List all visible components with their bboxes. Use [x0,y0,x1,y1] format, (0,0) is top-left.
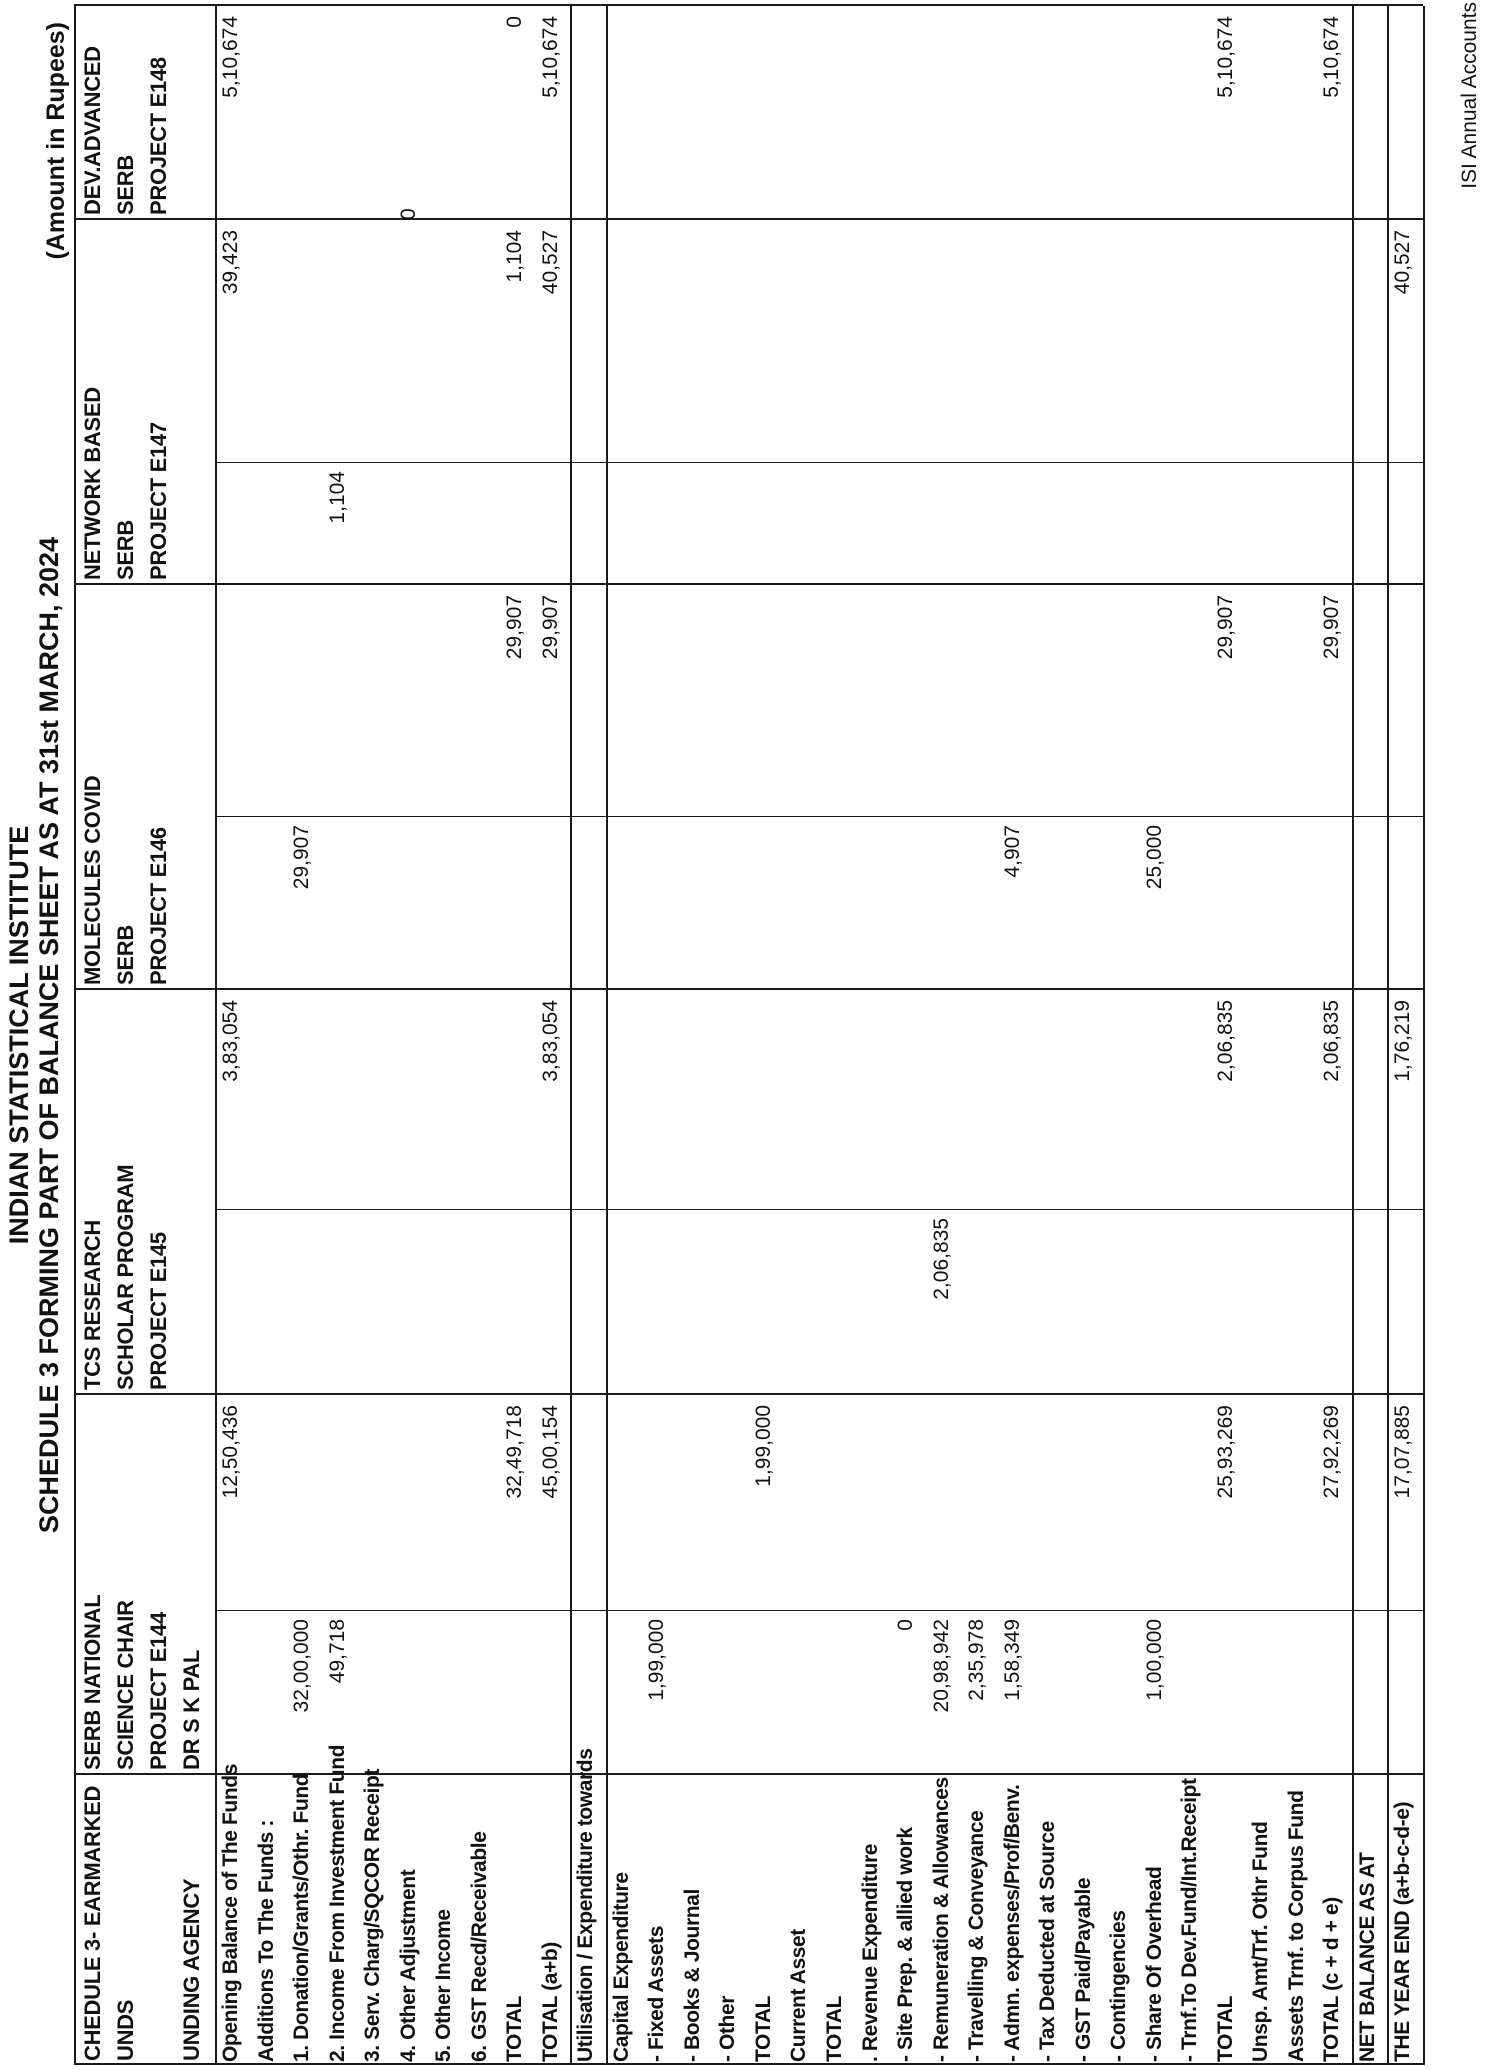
subcolumn-divider [215,816,1423,817]
cell-total-amount: 40,527 [539,230,562,295]
row-label: - Books & Journal [681,1889,704,2062]
row-label: Opening Balance of The Funds [219,1764,242,2062]
row-label: - Admn. expenses/Prof/Benv. [1001,1784,1024,2062]
cell-sub-amount: 20,98,942 [930,1619,953,1713]
row-separator [570,6,572,2065]
row-label: - Trnf.To Dev.Fund/Int.Receipt [1178,1778,1201,2062]
row-label: Utilisation / Expenditure towards [574,1748,597,2062]
cell-total-amount: 3,83,054 [219,1000,242,1082]
cell-total-amount: 5,10,674 [539,16,562,98]
row-separator [1352,6,1354,2065]
cell-total-amount: 5,10,674 [219,16,242,98]
row-label: Unsp. Amt/Trf. Othr Fund [1249,1821,1272,2062]
column-header-5-line: DEV.ADVANCED [80,46,105,215]
row-label: 2. Income From Investment Fund [326,1744,349,2062]
cell-total-amount: 1,76,219 [1391,1000,1414,1082]
row-label: THE YEAR END (a+b-c-d-e) [1391,1801,1414,2062]
cell-total-amount: 2,06,835 [1320,1000,1343,1082]
row-label: - Site Prep. & allied work [894,1827,917,2062]
row-label: - Travelling & Conveyance [965,1810,988,2062]
cell-total-amount: 29,907 [1214,595,1237,660]
cell-sub-amount: 2,06,835 [930,1218,953,1300]
cell-sub-amount: 4,907 [1001,825,1024,878]
corner-header-line: CHEDULE 3- EARMARKED [80,1785,105,2061]
cell-total-amount: 0 [503,16,526,28]
cell-total-amount: 1,104 [503,230,526,283]
cell-total-amount: 29,907 [503,595,526,660]
header-bottom-border [215,6,217,2065]
column-divider [74,4,1423,6]
cell-sub-amount: 49,718 [326,1619,349,1684]
row-label: TOTAL (c + d + e) [1320,1897,1343,2062]
row-label: Assets Trnf. to Corpus Fund [1285,1790,1308,2062]
column-header-2-line: TCS RESEARCH [80,1220,105,1390]
row-label: - GST Paid/Payable [1072,1877,1095,2062]
column-header-5-line: PROJECT E148 [146,57,171,215]
cell-total-amount: 3,83,054 [539,1000,562,1082]
row-label: Current Asset [787,1929,810,2062]
cell-total-amount: 39,423 [219,230,242,295]
cell-total-amount: 2,06,835 [1214,1000,1237,1082]
column-header-1-line: DR S K PAL [179,1649,204,1770]
column-header-3-line: MOLECULES COVID [80,775,105,985]
footer-note: ISI Annual Accounts [1458,2,1481,189]
row-label: 4. Other Adjustment [397,1869,420,2062]
cell-total-amount: 40,527 [1391,230,1414,295]
column-divider [74,1773,1423,1775]
column-header-1-line: PROJECT E144 [146,1612,171,1770]
row-label: NET BALANCE AS AT [1356,1852,1379,2062]
row-label: - Tax Deducted at Source [1036,1821,1059,2062]
cell-sub-amount: 1,58,349 [1001,1619,1024,1701]
page-title: INDIAN STATISTICAL INSTITUTE [4,825,34,1245]
row-label: Additions To The Funds : [255,1820,278,2062]
cell-sub-amount: 1,104 [326,471,349,524]
row-label: - Contingencies [1107,1910,1130,2062]
row-separator [1387,6,1389,2065]
column-header-2-line: PROJECT E145 [146,1232,171,1390]
cell-sub-amount: 25,000 [1143,825,1166,890]
row-label: - Other [716,1995,739,2062]
column-header-5-line: SERB [113,155,138,215]
column-divider [74,583,1423,585]
cell-sub-amount: 1,00,000 [1143,1619,1166,1701]
cell-sub-amount: 32,00,000 [290,1619,313,1713]
column-header-4-line: NETWORK BASED [80,387,105,580]
row-label: 1. Donation/Grants/Othr. Fund [290,1773,313,2062]
row-label: TOTAL [503,1995,526,2062]
row-label: TOTAL [1214,1995,1237,2062]
row-separator [606,6,608,2065]
column-header-3-line: SERB [113,925,138,985]
column-divider [74,1393,1423,1395]
cell-total-amount: 12,50,436 [219,1405,242,1499]
cell-sub-amount: 1,99,000 [645,1619,668,1701]
row-label: 6. GST Recd/Receivable [468,1831,491,2062]
row-label: TOTAL (a+b) [539,1942,562,2062]
cell-total-amount: 5,10,674 [1320,16,1343,98]
cell-total-amount: 1,99,000 [752,1405,775,1487]
cell-total-amount: 45,00,154 [539,1405,562,1499]
row-label: 5. Other Income [432,1909,455,2062]
row-label: - Share Of Overhead [1143,1866,1166,2062]
column-header-4-line: SERB [113,520,138,580]
row-label: - Remuneration & Allowances [930,1777,953,2062]
amount-unit-note: (Amount in Rupees) [42,22,70,260]
column-header-1-line: SERB NATIONAL [80,1594,105,1770]
page-subtitle: SCHEDULE 3 FORMING PART OF BALANCE SHEET AS AT 31st MARCH, 2024 [34,536,64,1534]
cell-total-amount: 29,907 [539,595,562,660]
cell-sub-amount: 29,907 [290,825,313,890]
cell-sub-amount: 0 [397,208,420,220]
column-divider [74,988,1423,990]
row-label: - Fixed Assets [645,1925,668,2062]
table-left-border [74,2063,1423,2065]
subcolumn-divider [215,462,1423,463]
subcolumn-divider [215,1209,1423,1210]
cell-total-amount: 25,93,269 [1214,1405,1237,1499]
cell-total-amount: 5,10,674 [1214,16,1237,98]
row-label: TOTAL [823,1995,846,2062]
row-label: . Revenue Expenditure [859,1844,882,2062]
cell-sub-amount: 2,35,978 [965,1619,988,1701]
row-label: TOTAL [752,1995,775,2062]
column-header-3-line: PROJECT E146 [146,827,171,985]
cell-total-amount: 32,49,718 [503,1405,526,1499]
cell-total-amount: 17,07,885 [1391,1405,1414,1499]
subcolumn-divider [215,1610,1423,1611]
cell-total-amount: 29,907 [1320,595,1343,660]
corner-header-line: UNDING AGENCY [179,1878,204,2061]
corner-header-line: UNDS [113,1999,138,2061]
cell-sub-amount: 0 [894,1619,917,1631]
row-label: Capital Expenditure [610,1872,633,2062]
column-header-2-line: SCHOLAR PROGRAM [113,1164,138,1390]
column-header-4-line: PROJECT E147 [146,422,171,580]
row-label: 3. Serv. Charg/SQCOR Receipt [361,1768,384,2062]
cell-total-amount: 27,92,269 [1320,1405,1343,1499]
column-header-1-line: SCIENCE CHAIR [113,1600,138,1770]
table-bottom-border [1423,6,1425,2065]
